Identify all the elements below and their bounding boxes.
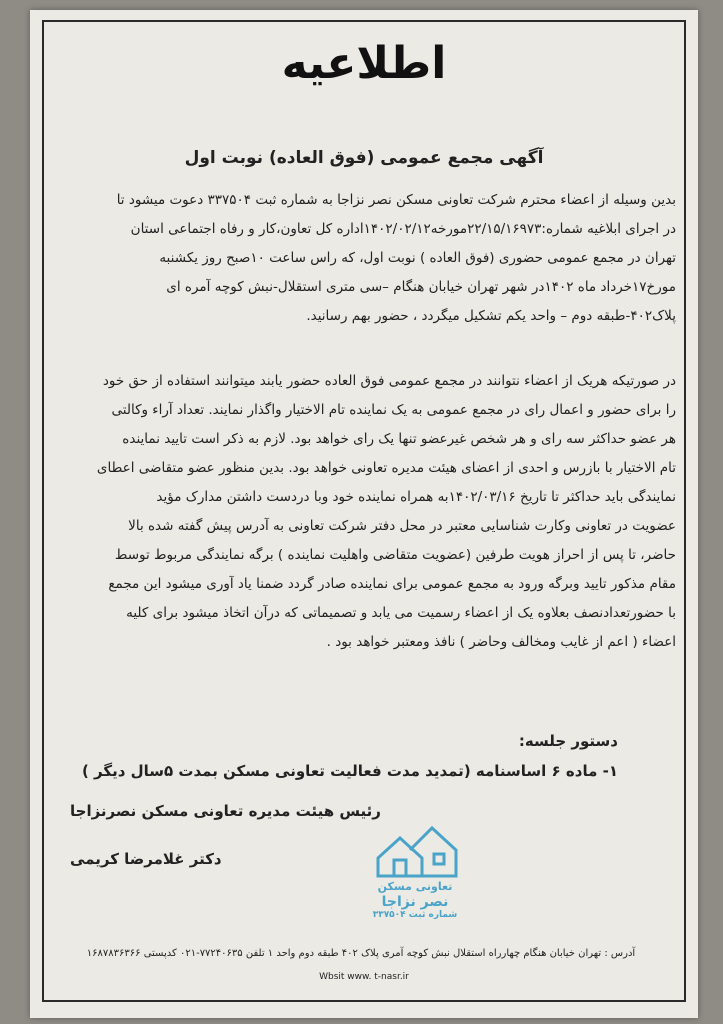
text-line: نمایندگی باید حداکثر تا تاریخ ۱۴۰۲/۰۳/۱۶به همراه نماینده خود وبا دردست داشتن مدارک مؤید [156, 489, 676, 505]
agenda-item: ۱- ماده ۶ اساسنامه (تمدید مدت فعالیت تعاونی مسکن بمدت ۵سال دیگر ) [81, 762, 618, 780]
text-line: اعضاء ( اعم از غایب ومخالف وحاضر ) نافذ ومعتبر خواهد بود . [326, 634, 676, 650]
footer-website: Wbsit www. t-nasr.ir [319, 972, 409, 982]
text-line: را برای حضور و اعمال رای در مجمع عمومی به یک نماینده تام الاختیار واگذار نمایند. تعداد آراء وکالتی [111, 402, 676, 418]
text-line: تام الاختیار با بازرس و احدی از اعضای هیئت مدیره تعاونی خواهد بود. بدین منظور عضو متقاضی اعطای [96, 460, 676, 476]
signatory-role: رئیس هیئت مدیره تعاونی مسکن نصرنزاجا [70, 802, 381, 820]
paragraph-proxy [76, 367, 676, 657]
text-line: بدین وسیله از اعضاء محترم شرکت تعاونی مسکن نصر نزاجا به شماره ثبت ۳۳۷۵۰۴ دعوت میشود تا [116, 192, 676, 208]
text-line: پلاک۴۰۲-طبقه دوم – واحد یکم تشکیل میگردد ، حضور بهم رسانید. [306, 308, 676, 324]
footer-address: آدرس : تهران خیابان هنگام چهارراه استقلال نبش کوچه آمری پلاک ۴۰۲ طبقه دوم واحد ۱ تلفن ۷۷۲۴۰۶۳۵-۰۲۱ کدپستی ۱۶۸۷۸۳۶۳۶۶ [86, 948, 636, 959]
notice-subtitle: آگهی مجمع عمومی (فوق العاده) نوبت اول [184, 148, 544, 168]
text-line: عضویت در تعاونی وکارت شناسایی معتبر در محل دفتر شرکت تعاونی به آدرس پیش گفته شده بالا [128, 518, 676, 534]
text-line: مقام مذکور تایید وبرگه ورود به مجمع عمومی برای نماینده صادر گردد ضمنا یاد آوری میشود این مجمع [108, 576, 676, 592]
seal-line-3: شماره ثبت ۳۳۷۵۰۴ [372, 910, 458, 920]
text-line: تهران در مجمع عمومی حضوری (فوق العاده ) نوبت اول، که راس ساعت ۱۰صبح روز یکشنبه [159, 250, 676, 266]
text-line: مورخ۱۷خرداد ماه ۱۴۰۲در شهر تهران خیابان هنگام –سی متری استقلال-نبش کوچه آمره ای [166, 279, 676, 295]
seal-line-2: نصر نزاجا [381, 894, 449, 910]
seal-line-1: تعاونی مسکن [377, 880, 453, 893]
text-line: با حضورتعدادنصف بعلاوه یک از اعضاء رسمیت می یابد و تصمیماتی که درآن اتخاذ میشود برای کلیه [126, 605, 676, 621]
notice-paper [30, 10, 698, 1018]
houses-logo-icon [360, 820, 470, 880]
agenda-heading: دستور جلسه: [518, 732, 618, 750]
cooperative-seal [360, 820, 470, 920]
page-title: اطلاعیه [281, 38, 447, 89]
text-line: در اجرای ابلاغیه شماره:۲۲/۱۵/۱۶۹۷۳مورخه۱۴۰۲/۰۲/۱۲اداره کل تعاون،کار و رفاه اجتماعی استان [130, 221, 676, 237]
paragraph-invitation [76, 186, 676, 331]
text-line: حاضر، تا پس از احراز هویت طرفین (عضویت متقاضی واهلیت نماینده ) برگه نمایندگی مربوط توسط [114, 547, 676, 563]
text-line: هر عضو حداکثر سه رای و هر شخص غیرعضو تنها یک رای خواهد بود. لازم به ذکر است تایید نماینده [122, 431, 676, 447]
signatory-name: دکتر غلامرضا کریمی [70, 850, 222, 868]
text-line: در صورتیکه هریک از اعضاء نتوانند در مجمع عمومی فوق العاده حضور یابند میتوانند استفاده از حق خود [102, 373, 676, 389]
